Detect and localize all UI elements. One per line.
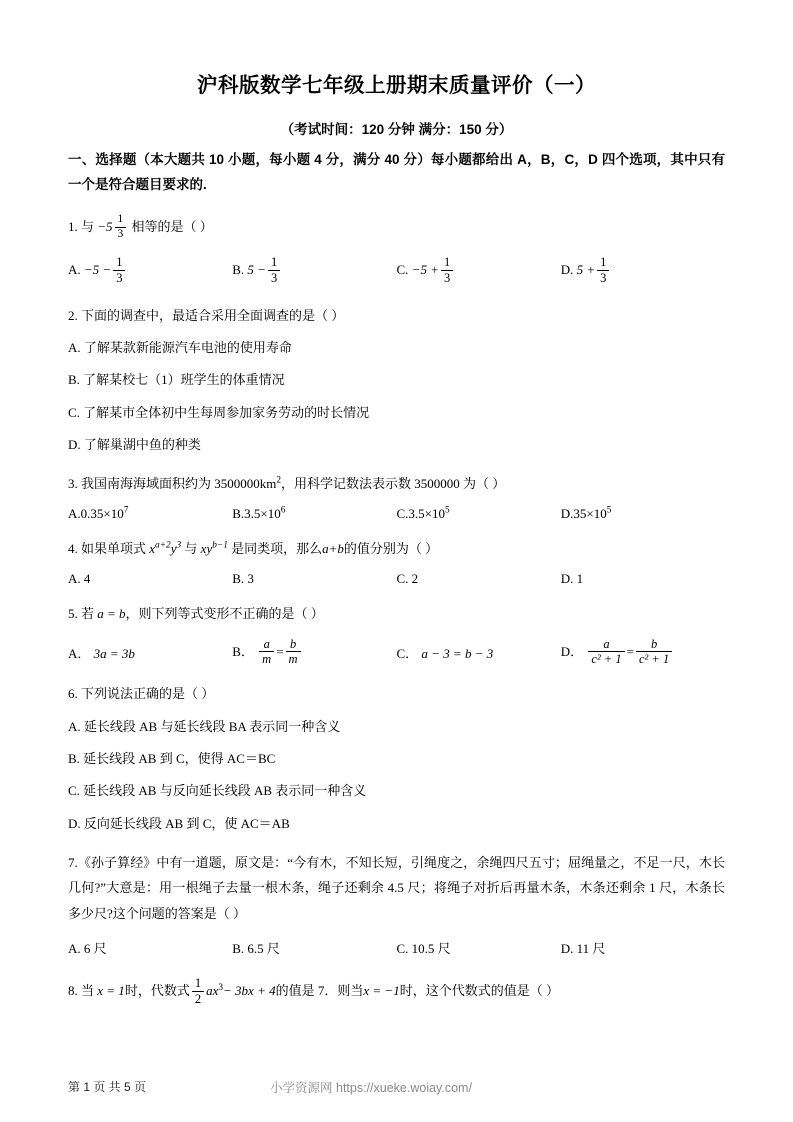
q5-number: 5. [68,606,78,622]
question-4-options [68,571,725,587]
question-6 [68,682,725,705]
q8-stem-b: 时，代数式 [124,983,190,999]
q1-option-a-fraction: $\frac{1}{3}$ [113,255,125,286]
q4-number: 4. [68,540,78,556]
q4-option-b: B. 3 [232,571,254,587]
q7-option-b: B. 6.5 尺 [232,941,280,957]
q1-option-a: A. −5 − $\frac{1}{3}$ [68,256,232,287]
q1-mixed-number: −5 $\frac{1}{3}$ [97,219,128,234]
q4-option-c: C. 2 [396,571,419,587]
q8-x-value-1: x = 1 [97,983,125,999]
page-footer [0,1070,793,1122]
q1-option-b: B. 5 − $\frac{1}{3}$ [232,256,396,287]
section-heading: 一、选择题（本大题共 10 小题，每小题 4 分，满分 40 分）每小题都给出 A，B，C，D 四个选项，其中只有一个是符合题目要求的. [68,152,725,192]
exam-subtitle: （考试时间：120 分钟 满分：150 分） [280,122,513,137]
q4-monomial-2: $xy^{b-1}$ [200,540,228,556]
q2-number: 2. [68,307,78,323]
question-2 [68,304,725,327]
q6-option-b: B. 延长线段 AB 到 C，使得 AC＝BC [68,750,276,766]
q6-option-a: A. 延长线段 AB 与延长线段 BA 表示同一种含义 [68,718,341,734]
page-title: 沪科版数学七年级上册期末质量评价（一） [197,74,596,97]
question-3 [68,472,725,495]
q1-stem-post: 相等的是（ ） [131,218,213,234]
q3-superscript: 2 [276,475,282,486]
q5-option-d-fraction-left: $\frac{a}{\text{c² + 1}}$ [588,637,624,668]
q1-option-b-fraction: $\frac{1}{3}$ [268,255,280,286]
q1-option-d-fraction: $\frac{1}{3}$ [597,255,609,286]
q1-number: 1. [68,218,78,234]
q8-stem-d: 时，这个代数式的值是（ ） [399,983,559,999]
q5-option-b-fraction-left: $\frac{a}{m}$ [259,637,274,668]
q5-option-b-fraction-right: $\frac{b}{m}$ [286,637,301,668]
q1-option-d: D. 5 + $\frac{1}{3}$ [561,256,725,287]
q5-option-a: A． 3a = 3b [68,646,135,662]
q4-stem-b: 与 [184,540,198,556]
question-3-options [68,506,725,522]
q7-stem: 《孙子算经》中有一道题，原文是：“今有木，不知长短，引绳度之，余绳四尺五寸；屈绳量之，不足一尺，木长几何?”大意是：用一根绳子去量一根木条，绳子还剩余 4.5 尺；将绳子对折后再量木条，木条还剩余 1 尺，木条长多少尺?这个问题的答案是（ ） [68,855,725,921]
q5-option-d-fraction-right: $\frac{b}{\text{c² + 1}}$ [636,637,672,668]
q3-option-a: $A.0.35\times 10^7$ [68,505,129,521]
q6-stem: 下列说法正确的是（ ） [81,686,215,702]
q8-x-value-2: x = −1 [363,983,400,999]
q4-stem-a: 如果单项式 [81,540,147,556]
q5-option-c: C． a − 3 = b − 3 [396,646,494,662]
q3-stem-a: 我国南海海域面积约为 3500000km [81,475,277,491]
q4-option-d: D. 1 [560,571,584,587]
q1-stem-pre: 与 [81,218,95,234]
q4-stem-c: 是同类项，那么 [231,540,323,556]
watermark [270,1078,472,1096]
q1-option-c-fraction: $\frac{1}{3}$ [441,255,453,286]
q4-expression: a+b [322,540,344,556]
q8-stem-c: 的值是 7．则当 [275,983,364,999]
q3-option-d: $D.35\times 10^5$ [560,505,612,521]
q2-option-c: C. 了解某市全体初中生每周参加家务劳动的时长情况 [68,404,370,420]
question-1-options [68,256,725,287]
q4-stem-d: 的值分别为（ ） [343,540,439,556]
question-7-options [68,938,725,957]
q5-option-d: D． $\frac{a}{\text{c² + 1}}$ = $\frac{b}{\text{c² + 1}}$ [561,638,725,669]
q7-option-d: D. 11 尺 [560,941,606,957]
watermark-url: https://xueke.woiay.com/ [336,1081,472,1095]
watermark-site-name: 小学资源网 [270,1081,333,1095]
question-1 [68,214,725,242]
q6-option-c: C. 延长线段 AB 与反向延长线段 AB 表示同一种含义 [68,783,367,799]
q2-stem: 下面的调查中，最适合采用全面调查的是（ ） [81,307,345,323]
q2-option-a: A. 了解某款新能源汽车电池的使用寿命 [68,339,292,355]
q3-option-b: $B.3.5\times 10^6$ [232,505,286,521]
q6-option-d: D. 反向延长线段 AB 到 C，使 AC＝AB [68,815,290,831]
q4-monomial-1: $x^{a+2}y^3$ [149,540,182,556]
q3-number: 3. [68,475,78,491]
q3-option-c: $C.3.5\times 10^5$ [396,505,450,521]
question-7 [68,850,725,926]
q5-stem-a: 若 [81,606,95,622]
q8-expression-b: − 3bx + 4 [223,983,276,999]
q8-expression-a: ax [206,983,219,999]
page-number: 第 1 页 共 5 页 [68,1080,147,1094]
q5-option-b: B． $\frac{a}{m}$ = $\frac{b}{m}$ [232,638,396,669]
q5-equation: a = b [97,606,126,622]
q8-fraction: $\frac{1}{2}$ [192,976,204,1007]
q4-option-a: A. 4 [68,571,91,587]
q2-option-b: B. 了解某校七（1）班学生的体重情况 [68,372,285,388]
q8-expression-sup: 3 [218,983,224,994]
q3-stem-b: ，用科学记数法表示数 3500000 为（ ） [281,475,506,491]
question-5 [68,602,725,625]
q7-number: 7. [68,855,78,871]
q5-stem-b: ，则下列等式变形不正确的是（ ） [125,606,324,622]
question-5-options [68,638,725,669]
q1-option-c: C. −5 + $\frac{1}{3}$ [397,256,561,287]
q6-number: 6. [68,686,78,702]
q2-option-d: D. 了解巢湖中鱼的种类 [68,437,201,453]
question-4 [68,537,725,560]
question-8 [68,977,725,1008]
q1-fraction: $\frac{1}{3}$ [115,213,127,241]
q8-stem-a: 当 [81,983,95,999]
q7-option-a: A. 6 尺 [68,941,107,957]
q8-number: 8. [68,983,78,999]
q7-option-c: C. 10.5 尺 [396,941,451,957]
